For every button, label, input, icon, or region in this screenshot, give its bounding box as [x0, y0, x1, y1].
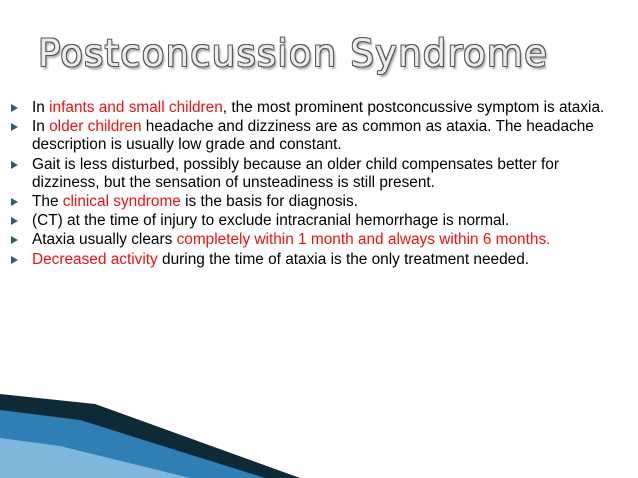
bullet-item	[10, 231, 630, 249]
bullet-text: The	[32, 193, 63, 211]
bullet-text: is the basis for diagnosis.	[180, 193, 358, 211]
bullet-highlight-text: clinical syndrome	[62, 193, 181, 211]
bullet-item	[10, 156, 630, 192]
bullet-item	[10, 193, 630, 211]
bullet-text: during the time of ataxia is the only treatment needed.	[157, 250, 530, 268]
bullet-text: In	[32, 118, 50, 136]
bullet-text: , the most prominent postconcussive symptom is ataxia.	[222, 99, 605, 116]
bullet-text: headache and dizziness are as common as ataxia. The headache description is usually low grade and constant.	[32, 118, 594, 154]
bullet-highlight-text: older children	[49, 118, 142, 136]
bullet-item	[10, 118, 630, 154]
bullet-text: (CT) at the time of injury to exclude intracranial hemorrhage is normal.	[32, 212, 510, 230]
bullet-item	[10, 251, 630, 269]
triangle-bullet-icon	[11, 161, 18, 169]
bullet-list	[10, 99, 630, 270]
triangle-bullet-icon	[11, 123, 18, 131]
slide-title: Postconcussion Syndrome	[38, 32, 549, 75]
triangle-bullet-icon	[11, 198, 18, 206]
bullet-highlight-text: Decreased activity	[32, 250, 158, 268]
bullet-text: Gait is less disturbed, possibly because an older child compensates better for dizziness, but the sensation of unsteadiness is still present.	[32, 155, 559, 191]
triangle-bullet-icon	[11, 236, 18, 244]
triangle-bullet-icon	[11, 217, 18, 225]
bullet-text: Ataxia usually clears	[32, 231, 177, 249]
decorative-swoosh	[0, 380, 638, 478]
triangle-bullet-icon	[11, 104, 18, 112]
bullet-text: In	[32, 99, 50, 116]
bullet-item	[10, 99, 630, 117]
bullet-item	[10, 212, 630, 230]
bullet-highlight-text: completely within 1 month and always within 6 months.	[176, 231, 551, 249]
bullet-highlight-text: infants and small children	[49, 99, 223, 116]
triangle-bullet-icon	[11, 256, 18, 264]
